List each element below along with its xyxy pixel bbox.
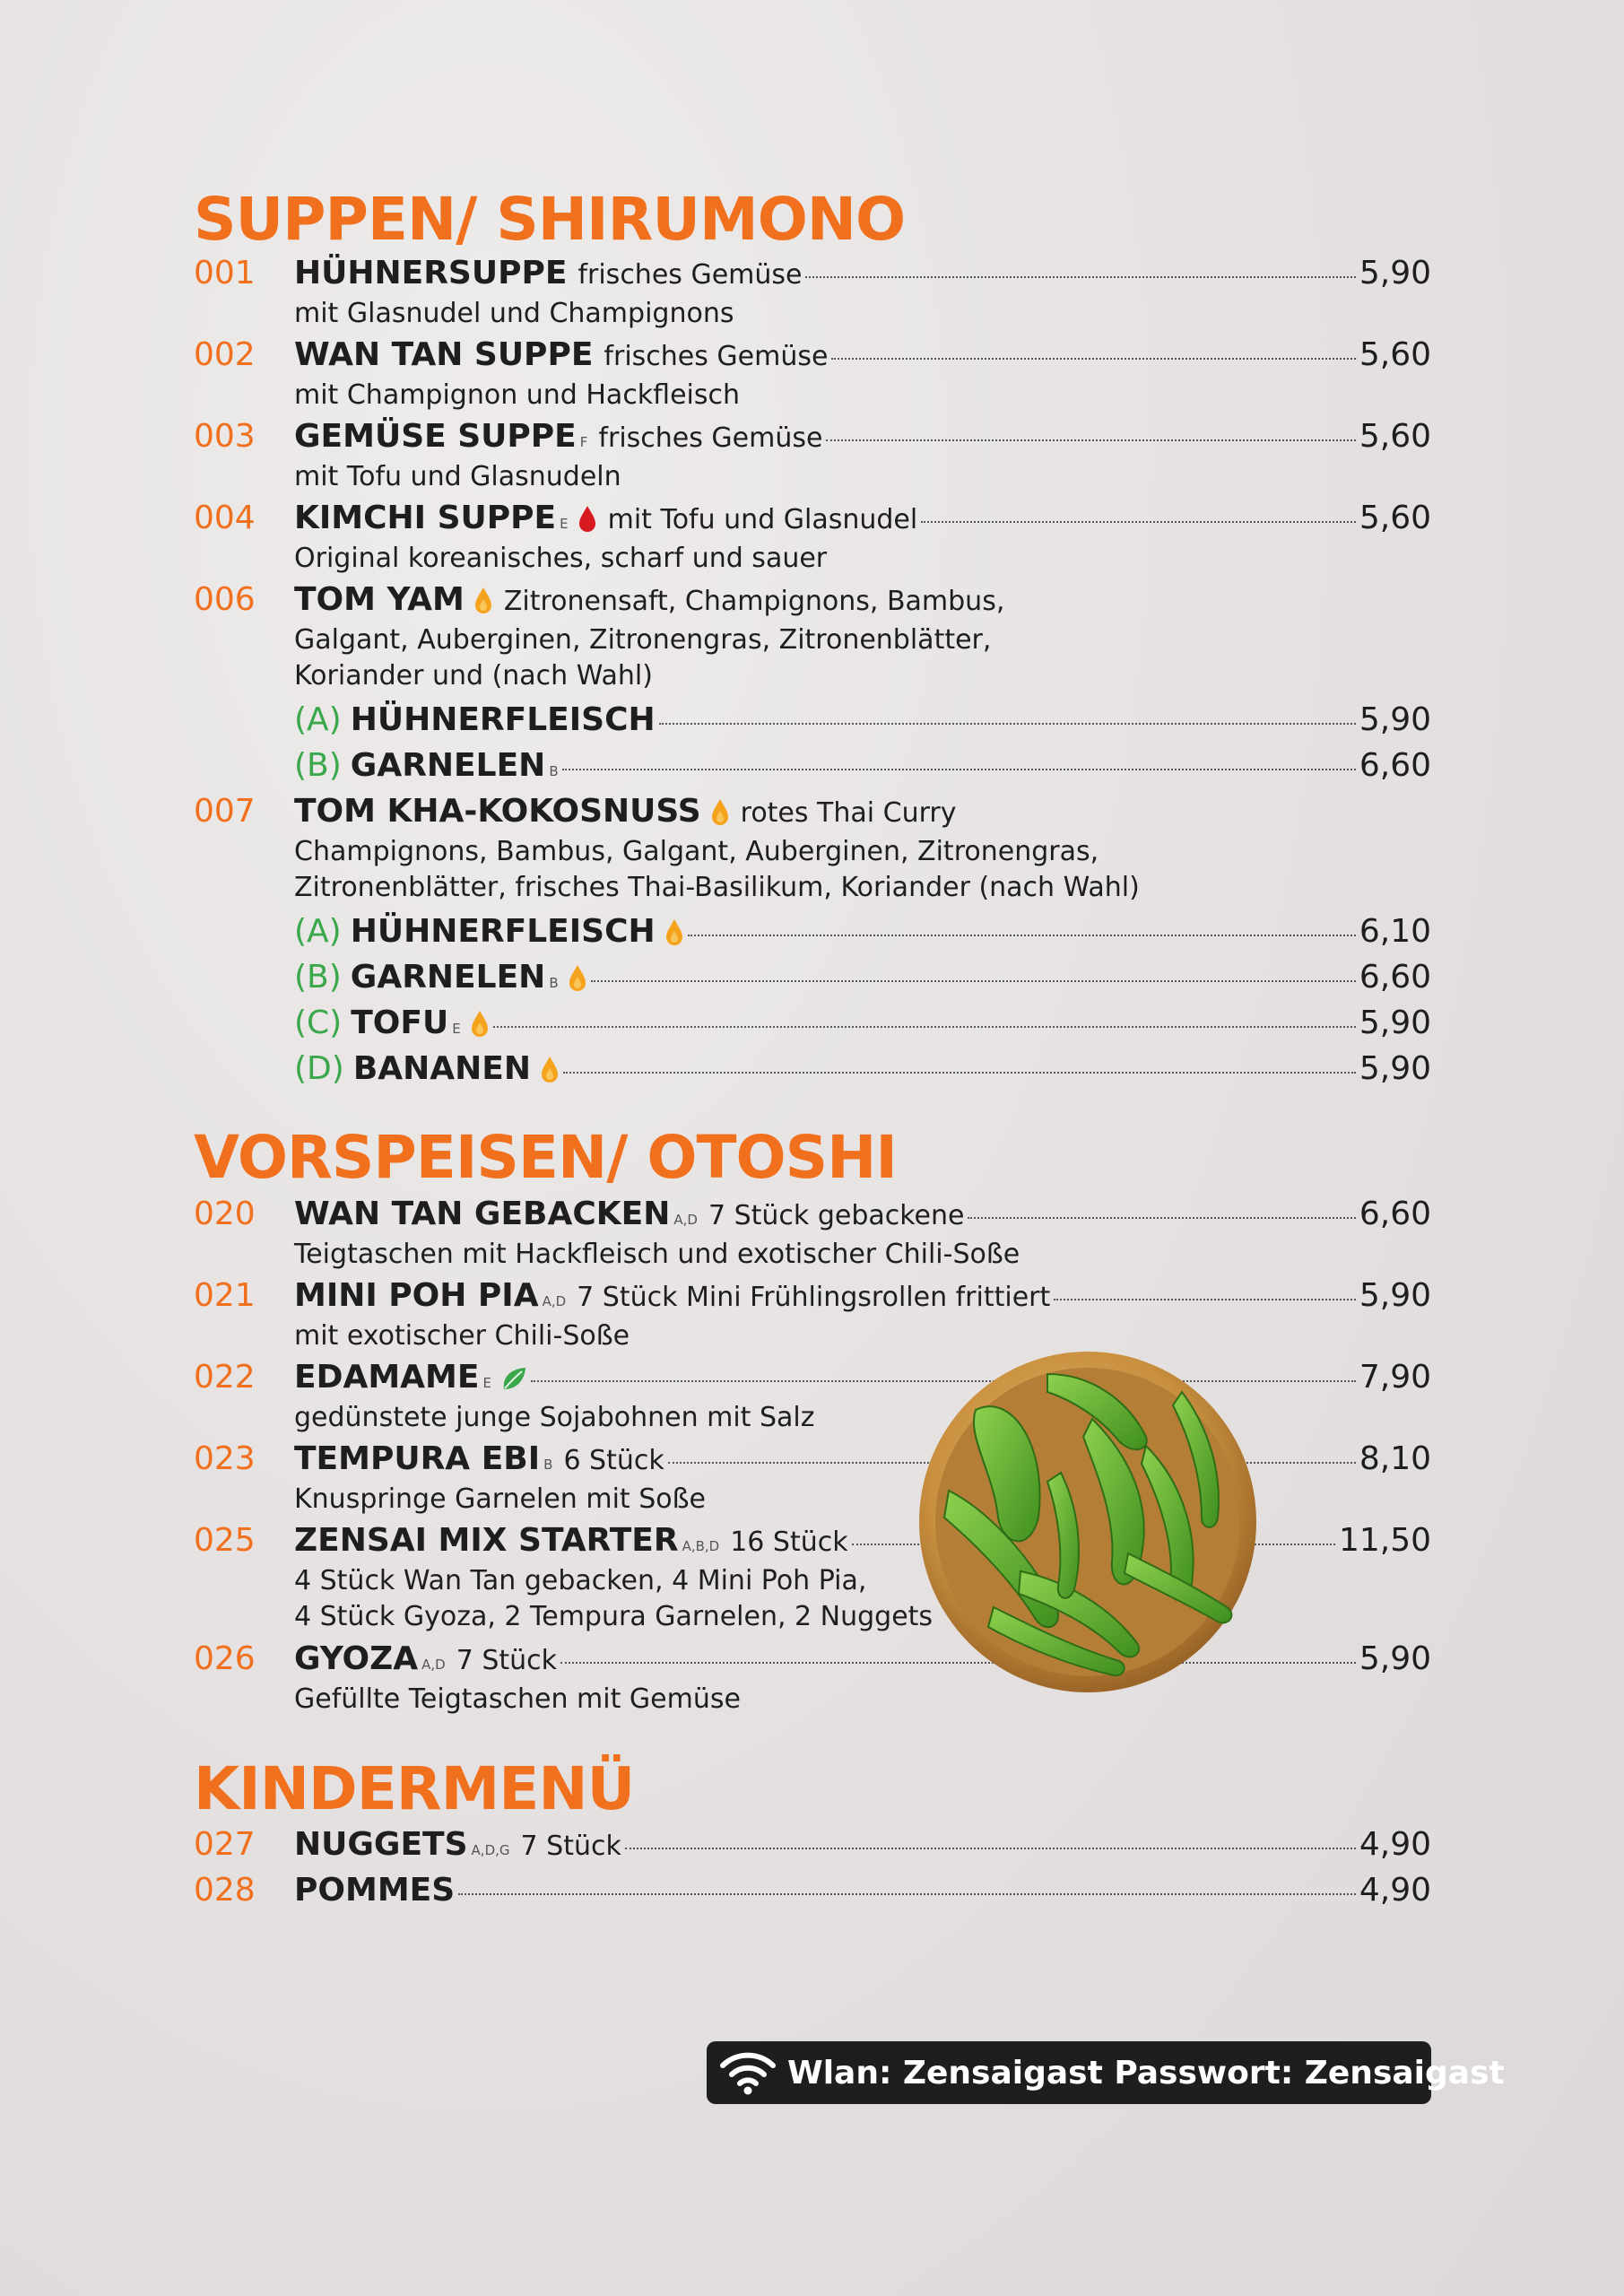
option-name: BANANEN — [352, 1050, 531, 1087]
item-price: 5,60 — [1359, 418, 1431, 455]
item-number: 007 — [194, 793, 256, 830]
item-number: 025 — [194, 1522, 256, 1559]
item-name: TEMPURA EBI — [294, 1440, 541, 1477]
item-description: 7 Stück — [520, 1831, 621, 1862]
menu-item — [194, 1277, 1431, 1317]
item-name: HÜHNERSUPPE — [294, 255, 568, 291]
menu-option — [294, 1004, 1431, 1044]
item-name: WAN TAN SUPPE — [294, 336, 594, 373]
item-price: 5,60 — [1359, 500, 1431, 536]
item-number: 026 — [194, 1640, 256, 1677]
item-description: 6 Stück — [563, 1445, 664, 1476]
item-description-line: Teigtaschen mit Hackfleisch und exotischer Chili-Soße — [294, 1239, 1020, 1270]
wifi-credentials: Wlan: Zensaigast Passwort: Zensaigast — [787, 2054, 1505, 2092]
option-price: 5,90 — [1359, 1004, 1431, 1041]
chili-icon — [578, 505, 597, 534]
item-description: 7 Stück — [456, 1645, 558, 1676]
item-description-line: Zitronenblätter, frisches Thai-Basilikum, Koriander (nach Wahl) — [294, 872, 1140, 903]
item-description-line: Champignons, Bambus, Galgant, Auberginen, Zitronengras, — [294, 836, 1099, 867]
option-label: (A) — [294, 913, 342, 950]
dot-leader — [458, 1893, 1356, 1895]
item-description: mit Tofu und Glasnudel — [607, 504, 918, 535]
item-number: 003 — [194, 418, 256, 455]
item-name: TOM KHA-KOKOSNUSS — [294, 793, 701, 830]
flame-icon — [710, 798, 730, 827]
item-name: ZENSAI MIX STARTER — [294, 1522, 679, 1559]
item-price: 6,60 — [1359, 1196, 1431, 1232]
menu-item — [194, 1872, 1431, 1911]
allergen-code: B — [543, 1457, 553, 1473]
item-name: NUGGETS — [294, 1826, 468, 1863]
menu-item — [194, 1826, 1431, 1866]
item-description: rotes Thai Curry — [740, 797, 957, 829]
menu-option — [294, 959, 1431, 998]
flame-icon — [540, 1056, 560, 1084]
allergen-code: A,B,D — [682, 1538, 720, 1554]
wifi-icon — [719, 2049, 777, 2096]
item-number: 027 — [194, 1826, 256, 1863]
dot-leader — [968, 1217, 1355, 1219]
item-name: TOM YAM — [294, 581, 465, 618]
menu-item — [194, 336, 1431, 376]
menu-option — [294, 747, 1431, 787]
option-name: HÜHNERFLEISCH — [350, 701, 656, 738]
item-price: 8,10 — [1359, 1440, 1431, 1477]
item-price: 4,90 — [1359, 1826, 1431, 1863]
item-price: 5,90 — [1359, 1277, 1431, 1314]
item-description: 7 Stück Mini Frühlingsrollen frittiert — [577, 1282, 1051, 1313]
menu-option — [294, 1050, 1431, 1090]
item-description: frisches Gemüse — [578, 259, 803, 291]
item-number: 028 — [194, 1872, 256, 1909]
item-number: 020 — [194, 1196, 256, 1232]
dot-leader — [563, 1072, 1356, 1074]
flame-icon — [470, 1010, 490, 1039]
item-description-line: Galgant, Auberginen, Zitronengras, Zitronenblätter, — [294, 624, 992, 656]
allergen-code: E — [560, 516, 569, 532]
dot-leader — [591, 980, 1356, 982]
dot-leader — [688, 935, 1356, 936]
item-description: frisches Gemüse — [598, 422, 823, 454]
item-description-line: Koriander und (nach Wahl) — [294, 660, 653, 691]
menu-item — [194, 793, 1431, 832]
item-number: 022 — [194, 1359, 256, 1396]
item-description: Zitronensaft, Champignons, Bambus, — [503, 586, 1005, 617]
option-label: (B) — [294, 959, 342, 996]
item-price: 7,90 — [1359, 1359, 1431, 1396]
item-name: GEMÜSE SUPPE — [294, 418, 577, 455]
item-name: EDAMAME — [294, 1359, 480, 1396]
dot-leader — [826, 439, 1355, 441]
option-name: GARNELEN — [350, 959, 546, 996]
option-label: (B) — [294, 747, 342, 784]
option-name: GARNELEN — [350, 747, 546, 784]
dot-leader — [831, 358, 1355, 360]
item-price: 5,90 — [1359, 255, 1431, 291]
edamame-bowl-image — [913, 1338, 1263, 1697]
option-price: 6,60 — [1359, 747, 1431, 784]
item-description-line: 4 Stück Gyoza, 2 Tempura Garnelen, 2 Nuggets — [294, 1601, 934, 1632]
allergen-code: B — [549, 763, 559, 779]
allergen-code: F — [579, 434, 588, 450]
item-name: WAN TAN GEBACKEN — [294, 1196, 671, 1232]
item-name: GYOZA — [294, 1640, 419, 1677]
menu-item — [194, 581, 1431, 621]
option-price: 5,90 — [1359, 701, 1431, 738]
option-label: (A) — [294, 701, 342, 738]
item-number: 001 — [194, 255, 256, 291]
item-description-line: Original koreanisches, scharf und sauer — [294, 543, 828, 574]
item-description: frisches Gemüse — [604, 341, 829, 372]
option-name: TOFU — [351, 1004, 449, 1041]
item-number: 023 — [194, 1440, 256, 1477]
item-description-line: gedünstete junge Sojabohnen mit Salz — [294, 1402, 815, 1433]
item-description-line: 4 Stück Wan Tan gebacken, 4 Mini Poh Pia, — [294, 1565, 867, 1596]
dot-leader — [921, 521, 1356, 523]
allergen-code: A,D — [421, 1657, 446, 1673]
leaf-icon — [500, 1366, 527, 1391]
dot-leader — [805, 276, 1355, 278]
wifi-info-badge — [707, 2041, 1505, 2104]
item-description: 16 Stück — [730, 1526, 848, 1558]
option-label: (C) — [294, 1004, 343, 1041]
flame-icon — [473, 587, 493, 615]
option-price: 5,90 — [1359, 1050, 1431, 1087]
dot-leader — [1054, 1299, 1356, 1300]
item-description-line: mit Tofu und Glasnudeln — [294, 461, 621, 492]
option-price: 6,60 — [1359, 959, 1431, 996]
option-label: (D) — [294, 1050, 344, 1087]
dot-leader — [562, 769, 1356, 770]
flame-icon — [568, 964, 587, 993]
item-description-line: Knuspringe Garnelen mit Soße — [294, 1483, 706, 1515]
item-description-line: mit Champignon und Hackfleisch — [294, 379, 741, 411]
dot-leader — [659, 723, 1356, 725]
item-number: 021 — [194, 1277, 256, 1314]
item-price: 5,90 — [1359, 1640, 1431, 1677]
item-description-line: Gefüllte Teigtaschen mit Gemüse — [294, 1683, 741, 1715]
allergen-code: A,D — [542, 1293, 567, 1309]
allergen-code: B — [549, 975, 559, 991]
menu-item — [194, 255, 1431, 294]
menu-item — [194, 1196, 1431, 1235]
item-price: 4,90 — [1359, 1872, 1431, 1909]
option-name: HÜHNERFLEISCH — [350, 913, 656, 950]
item-number: 004 — [194, 500, 256, 536]
flame-icon — [664, 918, 684, 947]
item-description: 7 Stück gebackene — [708, 1200, 965, 1231]
option-price: 6,10 — [1359, 913, 1431, 950]
menu-item — [194, 418, 1431, 457]
section-title-soups: SUPPEN/ SHIRUMONO — [194, 185, 906, 254]
item-name: MINI POH PIA — [294, 1277, 539, 1314]
dot-leader — [625, 1848, 1356, 1849]
item-name: POMMES — [294, 1872, 456, 1909]
menu-item — [194, 500, 1431, 539]
item-number: 006 — [194, 581, 256, 618]
dot-leader — [493, 1026, 1356, 1028]
item-name: KIMCHI SUPPE — [294, 500, 557, 536]
allergen-code: E — [482, 1375, 491, 1391]
item-number: 002 — [194, 336, 256, 373]
allergen-code: E — [452, 1021, 461, 1037]
item-price: 5,60 — [1359, 336, 1431, 373]
menu-option — [294, 913, 1431, 952]
allergen-code: A,D,G — [471, 1842, 510, 1858]
allergen-code: A,D — [673, 1212, 698, 1228]
item-description-line: mit Glasnudel und Champignons — [294, 298, 734, 329]
menu-option — [294, 701, 1431, 741]
section-title-kids: KINDERMENÜ — [194, 1754, 635, 1823]
section-title-starters: VORSPEISEN/ OTOSHI — [194, 1123, 897, 1192]
item-price: 11,50 — [1338, 1522, 1431, 1559]
item-description-line: mit exotischer Chili-Soße — [294, 1320, 630, 1352]
